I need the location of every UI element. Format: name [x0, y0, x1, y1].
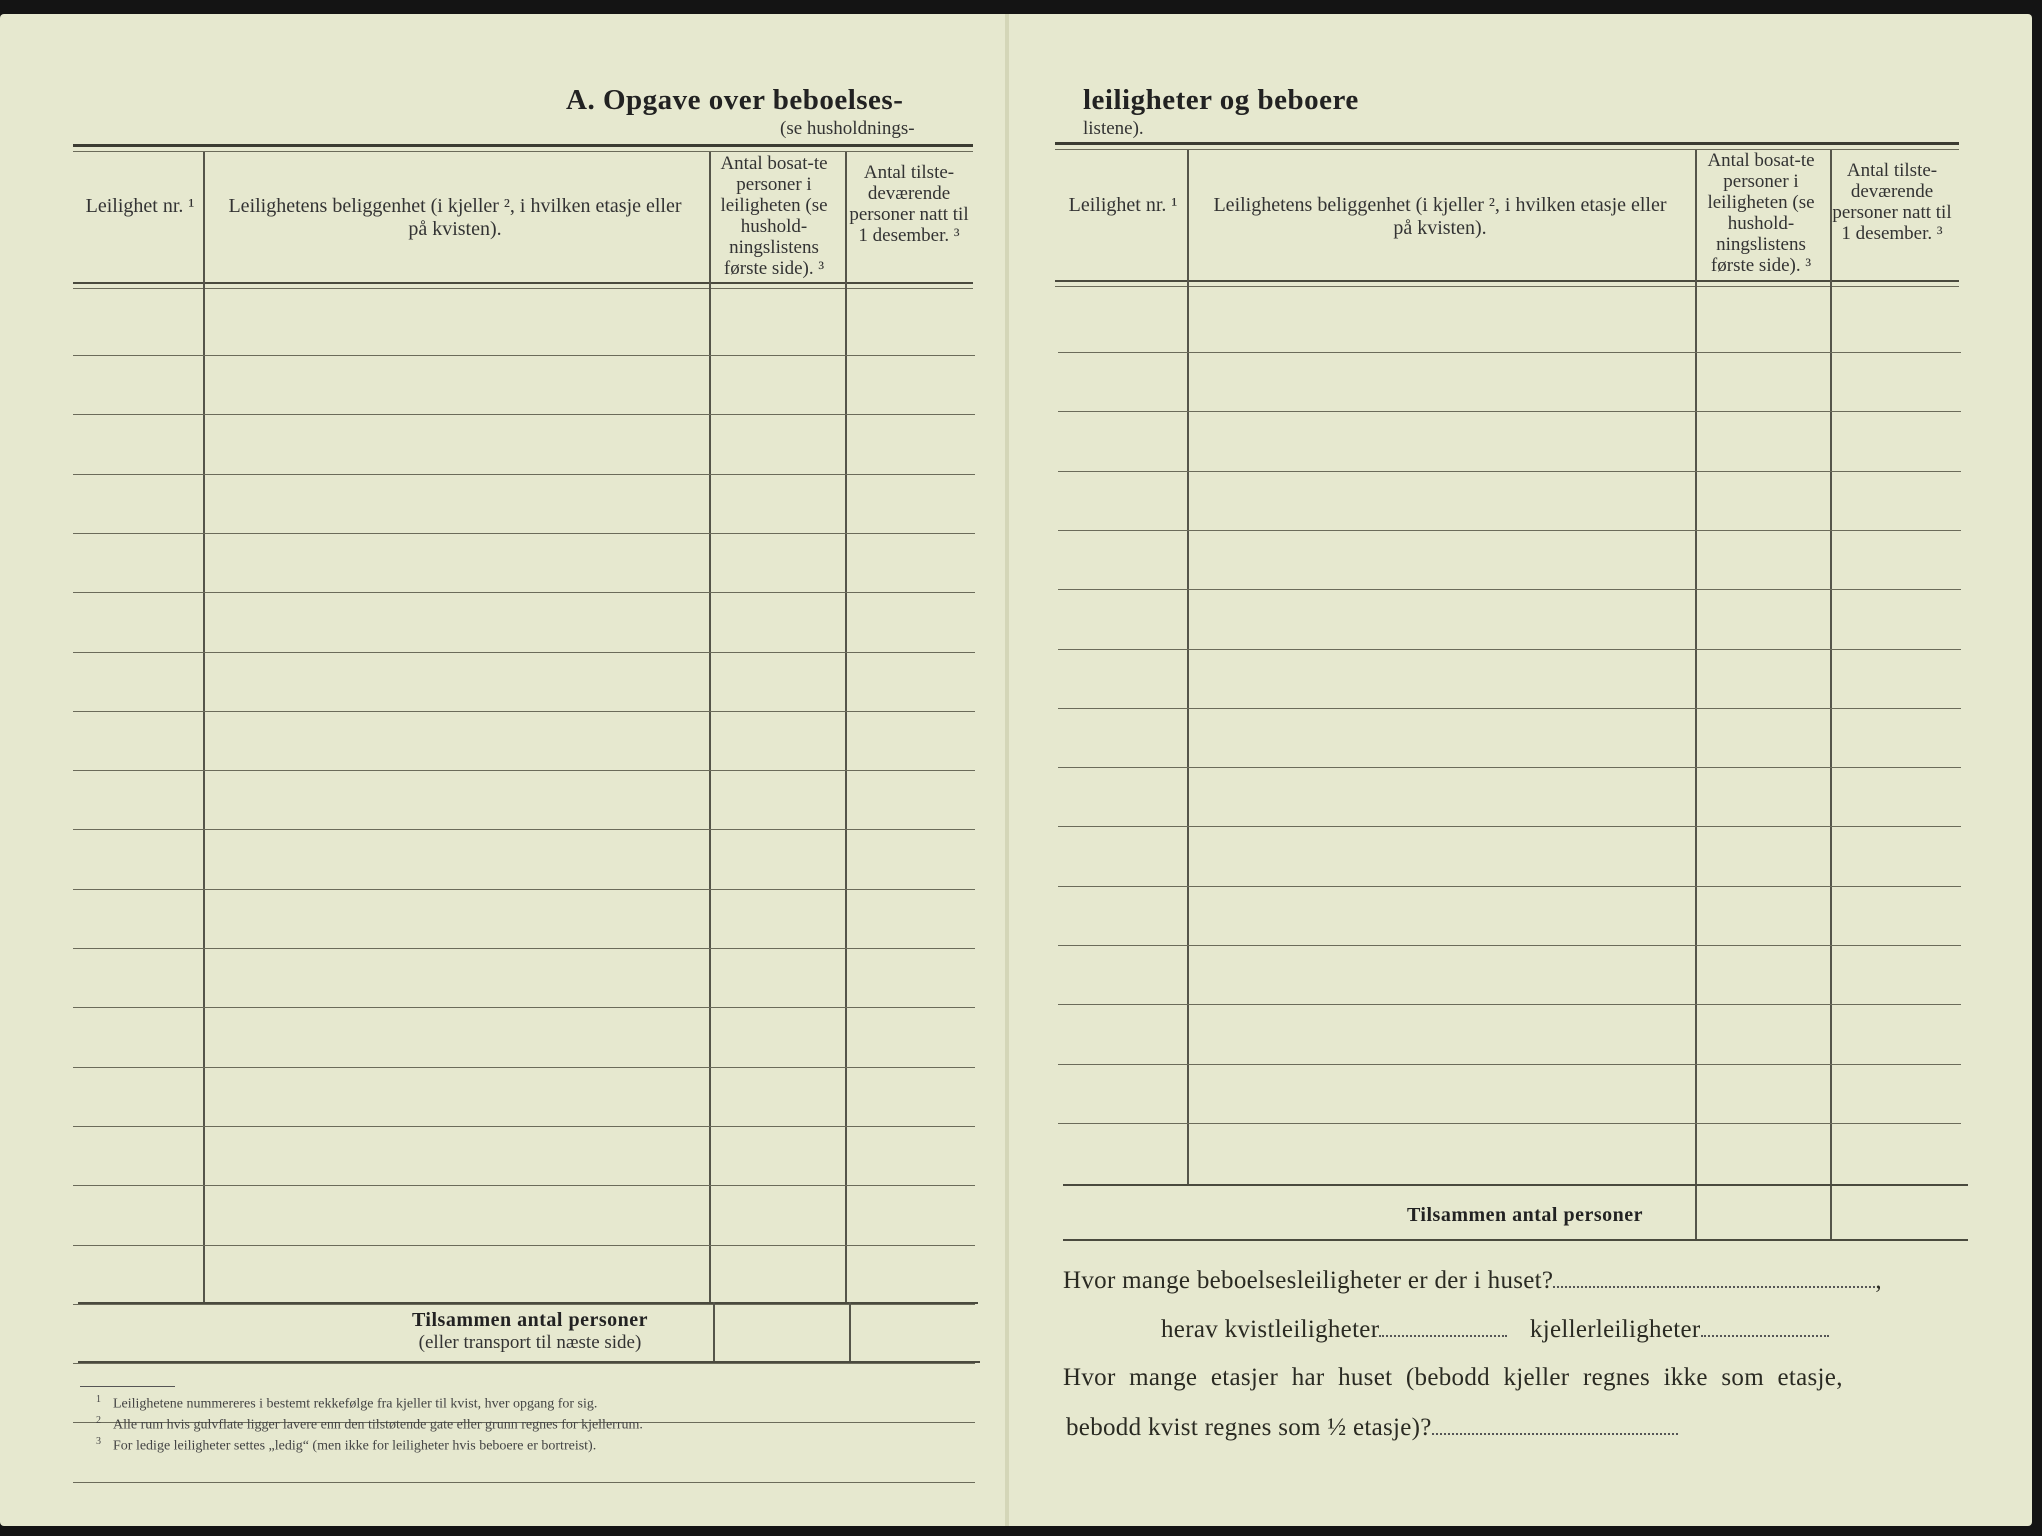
table-row-line — [73, 1363, 975, 1364]
table-row-line — [73, 1304, 975, 1305]
right-col-divider-2 — [1695, 150, 1697, 1240]
left-totals-bottom-rule — [78, 1361, 980, 1363]
right-totals-title: Tilsammen antal personer — [1406, 1204, 1644, 1226]
footnote-1-number: 1 — [96, 1394, 101, 1405]
footnote-1 — [96, 1394, 597, 1413]
question-cellar-text: kjellerleiligheter — [1529, 1316, 1701, 1343]
footnote-2 — [96, 1415, 643, 1434]
question-apartment-count-comma: , — [1875, 1267, 1882, 1294]
right-totals-label — [1360, 1204, 1690, 1227]
right-totals-top-rule — [1063, 1184, 1968, 1186]
left-totals-subtitle: (eller transport til næste side) — [418, 1332, 642, 1353]
left-col-divider-2 — [709, 152, 711, 1302]
right-col-apartment-no: Leilighet nr. ¹ — [1068, 194, 1178, 216]
center-fold — [1005, 14, 1009, 1526]
question-apartment-count-text: Hvor mange beboelsesleiligheter er der i huset? — [1063, 1267, 1554, 1294]
table-row-line — [73, 889, 975, 890]
right-col-divider-3 — [1830, 150, 1832, 1240]
table-row-line — [73, 770, 975, 771]
left-header-bottom-rule — [73, 282, 973, 284]
right-col-resident-persons: Antal bosat-te personer i leiligheten (se hushold-ningslistens første side). ³ — [1707, 150, 1815, 276]
left-totals-label — [340, 1309, 720, 1354]
table-row-line — [1058, 886, 1961, 887]
left-header-bottom-rule-thin — [73, 288, 973, 289]
table-row-line — [73, 592, 975, 593]
table-row-line — [73, 474, 975, 475]
answer-floor-count-line[interactable] — [1432, 1432, 1678, 1435]
table-row-line — [1058, 708, 1961, 709]
left-col-resident-persons: Antal bosat-te personer i leiligheten (se hushold-ningslistens første side). ³ — [720, 153, 828, 279]
table-row-line — [1058, 826, 1961, 827]
right-totals-bottom-rule — [1063, 1239, 1968, 1241]
footnote-3-number: 3 — [96, 1436, 101, 1447]
left-header-top-rule-thin — [73, 151, 973, 152]
table-row-line — [73, 829, 975, 830]
table-row-line — [1058, 411, 1961, 412]
right-col-present-persons: Antal tilste-deværende personer natt til 1 desember. ³ — [1832, 160, 1952, 244]
left-col-present-persons: Antal tilste-deværende personer natt til 1 desember. ³ — [849, 162, 969, 246]
left-header-top-rule — [73, 144, 973, 147]
question-floor-count: Hvor mange etasjer har huset (bebodd kjeller regnes ikke som etasje, — [1063, 1364, 1843, 1391]
left-totals-divider-2 — [849, 1302, 851, 1362]
question-floor-count-cont-text: bebodd kvist regnes som ½ etasje)? — [1066, 1414, 1432, 1441]
footnote-2-text: Alle rum hvis gulvflate ligger lavere enn den tilstøtende gate eller grunn regnes for kjellerrum. — [113, 1417, 643, 1433]
table-row-line — [73, 1482, 975, 1483]
table-row-line — [73, 1245, 975, 1246]
footnote-1-text: Leilighetene nummereres i bestemt rekkefølge fra kjeller til kvist, hver opgang for sig. — [113, 1396, 598, 1412]
table-row-line — [1058, 1004, 1961, 1005]
answer-attic-line[interactable] — [1379, 1334, 1507, 1337]
table-row-line — [1058, 767, 1961, 768]
left-totals-divider-1 — [713, 1302, 715, 1362]
table-row-line — [1058, 945, 1961, 946]
footnote-3-text: For ledige leiligheter settes „ledig“ (men ikke for leiligheter hvis beboere er bortreist). — [113, 1438, 597, 1454]
left-totals-title: Tilsammen antal personer — [411, 1309, 649, 1331]
table-row-line — [73, 948, 975, 949]
table-row-line — [1058, 1064, 1961, 1065]
table-row-line — [1058, 530, 1961, 531]
table-row-line — [1058, 1123, 1961, 1124]
right-header-top-rule — [1055, 142, 1959, 145]
table-row-line — [1058, 352, 1961, 353]
right-subtitle: listene). — [1083, 118, 1144, 139]
right-col-location: Leilighetens beliggenhet (i kjeller ², i hvilken etasje eller på kvisten). — [1213, 194, 1667, 239]
footnote-2-number: 2 — [96, 1415, 101, 1426]
footnote-rule — [80, 1386, 175, 1387]
answer-cellar-line[interactable] — [1701, 1334, 1829, 1337]
footnote-3 — [96, 1436, 596, 1455]
answer-apartment-count-line[interactable] — [1553, 1285, 1875, 1288]
table-row-line — [1058, 649, 1961, 650]
left-totals-top-rule — [78, 1302, 978, 1304]
question-floor-count-cont — [1066, 1414, 1678, 1442]
table-row-line — [73, 533, 975, 534]
left-col-divider-3 — [845, 152, 847, 1302]
table-row-line — [73, 1185, 975, 1186]
table-row-line — [73, 355, 975, 356]
table-row-line — [73, 652, 975, 653]
left-title: A. Opgave over beboelses- — [566, 84, 904, 116]
left-subtitle: (se husholdnings- — [780, 118, 915, 139]
left-col-apartment-no: Leilighet nr. ¹ — [85, 195, 195, 217]
right-header-bottom-rule-thin — [1055, 286, 1959, 287]
right-title: leiligheter og beboere — [1083, 84, 1359, 116]
table-row-line — [1058, 589, 1961, 590]
question-attic-text: herav kvistleiligheter — [1161, 1316, 1380, 1343]
right-col-divider-1 — [1187, 150, 1189, 1184]
table-row-line — [1058, 471, 1961, 472]
question-attic-cellar — [1161, 1316, 1829, 1344]
table-row-line — [73, 1126, 975, 1127]
left-col-divider-1 — [203, 152, 205, 1302]
table-row-line — [73, 1067, 975, 1068]
question-apartment-count — [1063, 1267, 1882, 1295]
table-row-line — [73, 1007, 975, 1008]
left-col-location: Leilighetens beliggenhet (i kjeller ², i hvilken etasje eller på kvisten). — [228, 195, 682, 240]
table-row-line — [73, 711, 975, 712]
table-row-line — [73, 414, 975, 415]
right-header-bottom-rule — [1055, 280, 1959, 282]
